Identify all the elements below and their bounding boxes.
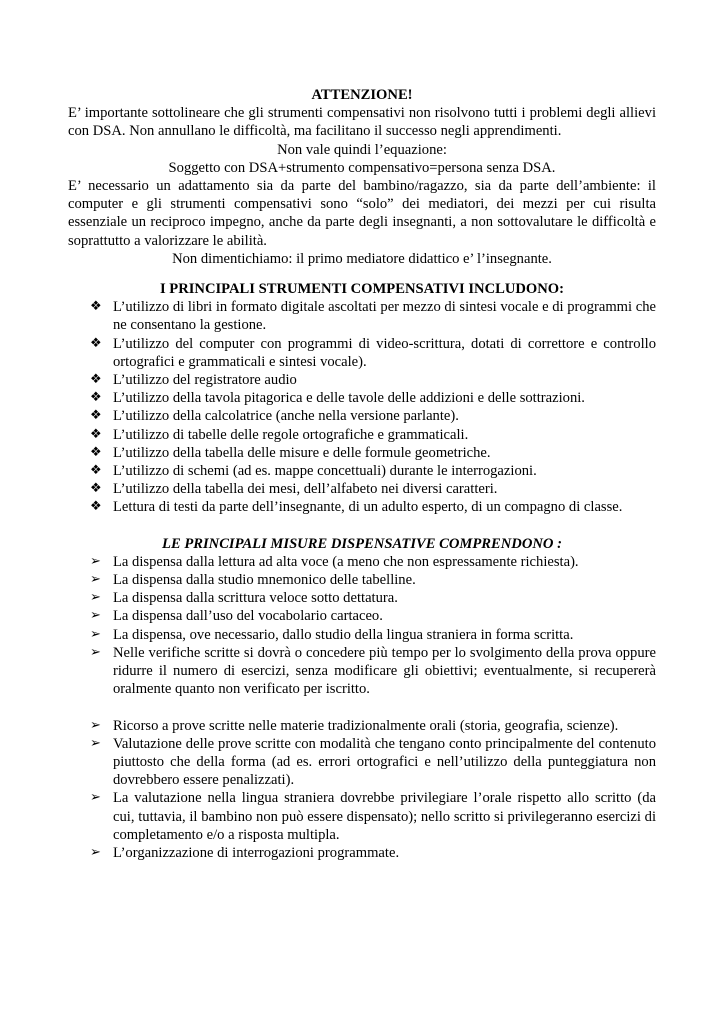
dispensative-list — [68, 553, 656, 862]
list-item — [68, 462, 656, 480]
diamond-bullet-icon: ❖ — [90, 463, 102, 479]
list-item — [68, 553, 656, 571]
reminder-text: Non dimentichiamo: il primo mediatore didattico e’ l’insegnante. — [172, 250, 552, 267]
list-item-text: La dispensa dall’uso del vocabolario cartaceo. — [113, 608, 383, 625]
diamond-bullet-icon: ❖ — [90, 426, 102, 442]
list-item-text: L’utilizzo della calcolatrice (anche nella versione parlante). — [113, 408, 459, 425]
list-item — [68, 589, 656, 607]
arrowhead-bullet-icon: ➢ — [90, 717, 101, 733]
diamond-bullet-icon: ❖ — [90, 444, 102, 460]
document-page — [68, 84, 656, 862]
list-item — [68, 298, 656, 334]
diamond-bullet-icon: ❖ — [90, 372, 102, 388]
list-item — [68, 607, 656, 625]
list-item — [68, 371, 656, 389]
list-item-text: La dispensa dalla studio mnemonico delle tabelline. — [113, 572, 416, 589]
arrowhead-bullet-icon: ➢ — [90, 735, 101, 751]
arrowhead-bullet-icon: ➢ — [90, 844, 101, 860]
equation-lead: Non vale quindi l’equazione: — [277, 141, 447, 158]
list-item-text: La dispensa dalla scrittura veloce sotto dettatura. — [113, 590, 398, 607]
list-item — [68, 626, 656, 644]
list-item — [68, 498, 656, 516]
list-item-text: La valutazione nella lingua straniera dovrebbe privilegiare l’orale rispetto allo scritto (da cui, tuttavia, il bambino non può essere dispensato); nello scritto si privilegeranno esercizi di completamento e/o a risposta multipla. — [113, 790, 656, 843]
list-item — [68, 735, 656, 790]
list-item-text: Nelle verifiche scritte si dovrà o concedere più tempo per lo svolgimento della prova oppure ridurre il numero di esercizi, senza modificare gli obiettivi; eventualmente, si recupererà oralmente quanto non verificato per iscritto. — [113, 644, 656, 698]
list-item — [68, 644, 656, 699]
list-item — [68, 480, 656, 498]
compensativi-heading: I PRINCIPALI STRUMENTI COMPENSATIVI INCLUDONO: — [159, 281, 565, 298]
arrowhead-bullet-icon: ➢ — [90, 590, 101, 606]
list-item-text: L’utilizzo di libri in formato digitale ascoltati per mezzo di sintesi vocale e di programmi che ne consentano la gestione. — [113, 299, 656, 334]
arrowhead-bullet-icon: ➢ — [90, 790, 101, 806]
list-item-text: L’utilizzo della tabella delle misure e delle formule geometriche. — [113, 444, 491, 461]
list-item — [68, 389, 656, 407]
dispensative-heading: LE PRINCIPALI MISURE DISPENSATIVE COMPRENDONO : — [162, 535, 562, 552]
list-item — [68, 844, 656, 862]
list-item-text: Ricorso a prove scritte nelle materie tradizionalmente orali (storia, geografia, scienze). — [113, 717, 619, 734]
list-item — [68, 717, 656, 735]
list-item — [68, 426, 656, 444]
diamond-bullet-icon: ❖ — [90, 408, 102, 424]
arrowhead-bullet-icon: ➢ — [90, 644, 101, 660]
equation-text: Soggetto con DSA+strumento compensativo=persona senza DSA. — [168, 159, 556, 176]
list-item — [68, 789, 656, 844]
list-item-text: La dispensa dalla lettura ad alta voce (a meno che non espressamente richiesta). — [113, 553, 579, 570]
list-item-text: L’utilizzo della tavola pitagorica e delle tavole delle addizioni e delle sottrazioni. — [113, 390, 585, 407]
diamond-bullet-icon: ❖ — [90, 335, 102, 351]
diamond-bullet-icon: ❖ — [90, 299, 102, 315]
adaptation-paragraph: E’ necessario un adattamento sia da parte del bambino/ragazzo, sia da parte dell’ambiente: il computer e gli strumenti compensativi sono “solo” dei mediatori, dei mezzi per cui risulta essenziale un reciproco impegno, anche da parte degli insegnanti, a non sottovalutare le difficoltà e soprattutto a valorizzare le abilità. — [68, 178, 656, 249]
list-item-text: La dispensa, ove necessario, dallo studio della lingua straniera in forma scritta. — [113, 626, 574, 643]
diamond-bullet-icon: ❖ — [90, 499, 102, 515]
intro-paragraph: E’ importante sottolineare che gli strumenti compensativi non risolvono tutti i problemi degli allievi con DSA. Non annullano le difficoltà, ma facilitano il successo negli apprendimenti. — [68, 105, 656, 140]
diamond-bullet-icon: ❖ — [90, 481, 102, 497]
diamond-bullet-icon: ❖ — [90, 390, 102, 406]
arrowhead-bullet-icon: ➢ — [90, 553, 101, 569]
list-item-text: L’utilizzo del computer con programmi di video-scrittura, dotati di correttore e controllo ortografici e grammaticali e sintesi vocale). — [113, 335, 656, 370]
attention-heading: ATTENZIONE! — [311, 87, 413, 103]
arrowhead-bullet-icon: ➢ — [90, 626, 101, 642]
list-item-text: Valutazione delle prove scritte con modalità che tengano conto principalmente del contenuto piuttosto che della forma (ad es. errori ortografici e nell’utilizzo della punteggiatura non dovrebbero essere penalizzati). — [113, 735, 656, 789]
list-item-text: L’utilizzo della tabella dei mesi, dell’alfabeto nei diversi caratteri. — [113, 481, 498, 498]
compensativi-list — [68, 298, 656, 516]
list-item-text: L’utilizzo del registratore audio — [113, 372, 297, 389]
list-item — [68, 571, 656, 589]
arrowhead-bullet-icon: ➢ — [90, 572, 101, 588]
list-item-text: L’organizzazione di interrogazioni programmate. — [113, 844, 400, 861]
list-item — [68, 444, 656, 462]
arrowhead-bullet-icon: ➢ — [90, 608, 101, 624]
list-item — [68, 407, 656, 425]
list-item-text: Lettura di testi da parte dell’insegnante, di un adulto esperto, di un compagno di classe. — [113, 499, 623, 516]
list-item-text: L’utilizzo di schemi (ad es. mappe concettuali) durante le interrogazioni. — [113, 463, 537, 480]
list-item — [68, 335, 656, 371]
list-item-text: L’utilizzo di tabelle delle regole ortografiche e grammaticali. — [113, 426, 469, 443]
